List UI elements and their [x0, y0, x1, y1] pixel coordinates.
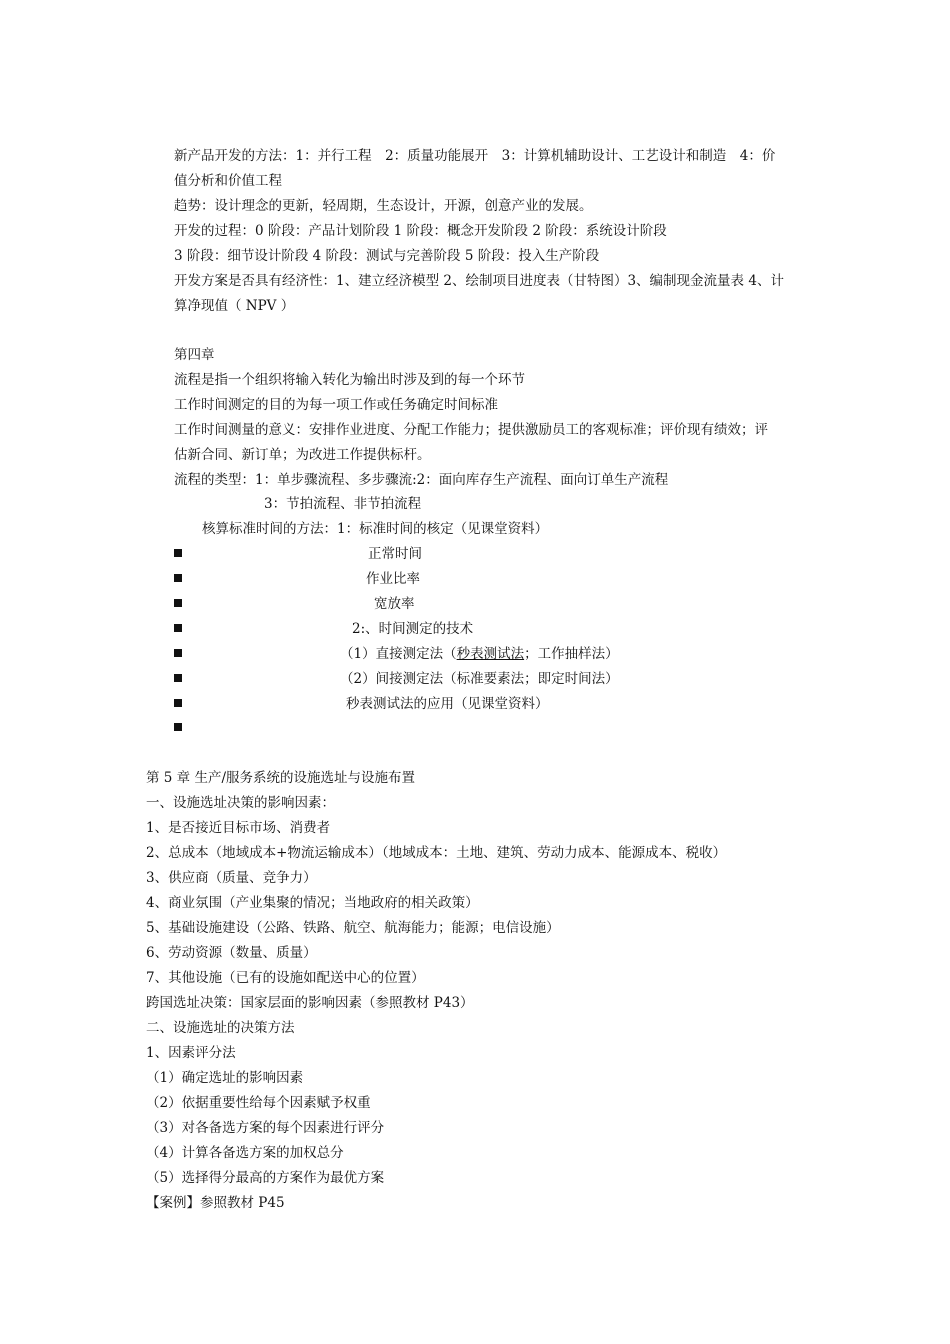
- text-time-purpose: 工作时间测定的目的为每一项工作或任务确定时间标准: [174, 397, 498, 413]
- step-1: （1）确定选址的影响因素: [146, 1070, 304, 1086]
- text-cross-border: 跨国选址决策：国家层面的影响因素（参照教材 P43）: [146, 995, 474, 1011]
- text-trend: 趋势：设计理念的更新，轻周期，生态设计，开源，创意产业的发展。: [174, 198, 593, 214]
- text-types-line1: 流程的类型：1：单步骤流程、多步骤流:2：面向库存生产流程、面向订单生产流程: [174, 472, 669, 488]
- bullet-text-indirect-method: （2）间接测定法（标准要素法；即定时间法）: [340, 671, 619, 687]
- text-process-def: 流程是指一个组织将输入转化为输出时涉及到的每一个环节: [174, 372, 525, 388]
- text-meaning-line1: 工作时间测量的意义：安排作业进度、分配工作能力；提供激励员工的客观标准；评价现有绩效；评: [174, 422, 768, 438]
- bullet-marker: [174, 723, 182, 731]
- factor-5: 5、基础设施建设（公路、铁路、航空、航海能力；能源；电信设施）: [146, 920, 560, 936]
- factor-1: 1、是否接近目标市场、消费者: [146, 820, 331, 836]
- direct-method-suffix: ；工作抽样法）: [524, 646, 619, 662]
- text-process-line2: 3 阶段：细节设计阶段 4 阶段：测试与完善阶段 5 阶段：投入生产阶段: [174, 248, 600, 264]
- bullet-marker: [174, 699, 182, 707]
- direct-method-prefix: （1）直接测定法（: [340, 646, 457, 662]
- step-3: （3）对各备选方案的每个因素进行评分: [146, 1120, 385, 1136]
- stopwatch-method-underlined: 秒表测试法: [456, 646, 525, 662]
- factor-6: 6、劳动资源（数量、质量）: [146, 945, 317, 961]
- chapter5-heading-1: 一、设施选址决策的影响因素：: [146, 795, 335, 811]
- factor-7: 7、其他设施（已有的设施如配送中心的位置）: [146, 970, 425, 986]
- factor-4: 4、商业氛围（产业集聚的情况；当地政府的相关政策）: [146, 895, 479, 911]
- text-econ-line1: 开发方案是否具有经济性：1、建立经济模型 2、绘制项目进度表（甘特图）3、编制现金流量表 4、计: [174, 273, 784, 289]
- text-types-line2: 3：节拍流程、非节拍流程: [264, 496, 422, 512]
- bullet-text-direct-method: [340, 645, 619, 663]
- bullet-text-work-ratio: 作业比率: [366, 571, 420, 587]
- chapter5-title: 第 5 章 生产/服务系统的设施选址与设施布置: [146, 770, 416, 786]
- text-meaning-line2: 估新合同、新订单；为改进工作提供标杆。: [174, 447, 431, 463]
- bullet-marker: [174, 649, 182, 657]
- bullet-text-stopwatch-app: 秒表测试法的应用（见课堂资料）: [346, 696, 549, 712]
- step-2: （2）依据重要性给每个因素赋予权重: [146, 1095, 371, 1111]
- method-1: 1、因素评分法: [146, 1045, 236, 1061]
- bullet-marker: [174, 674, 182, 682]
- chapter4-title: 第四章: [174, 347, 215, 363]
- bullet-text-time-tech: 2:、时间测定的技术: [352, 621, 474, 637]
- step-4: （4）计算各备选方案的加权总分: [146, 1145, 344, 1161]
- text-methods-line2: 值分析和价值工程: [174, 173, 282, 189]
- step-5: （5）选择得分最高的方案作为最优方案: [146, 1170, 385, 1186]
- text-std-time: 核算标准时间的方法：1：标准时间的核定（见课堂资料）: [202, 521, 549, 537]
- text-process-line1: 开发的过程：0 阶段：产品计划阶段 1 阶段：概念开发阶段 2 阶段：系统设计阶段: [174, 223, 667, 239]
- bullet-marker: [174, 599, 182, 607]
- bullet-text-allowance: 宽放率: [374, 596, 415, 612]
- bullet-marker: [174, 574, 182, 582]
- bullet-marker: [174, 624, 182, 632]
- text-econ-line2: 算净现值（ NPV ）: [174, 298, 295, 314]
- text-methods-line1: 新产品开发的方法：1：并行工程 2：质量功能展开 3：计算机辅助设计、工艺设计和制造 4：价: [174, 148, 776, 164]
- bullet-marker: [174, 549, 182, 557]
- chapter5-heading-2: 二、设施选址的决策方法: [146, 1020, 295, 1036]
- factor-3: 3、供应商（质量、竞争力）: [146, 870, 317, 886]
- factor-2: 2、总成本（地域成本+物流运输成本）（地域成本：土地、建筑、劳动力成本、能源成本、税收）: [146, 845, 727, 861]
- bullet-text-normal-time: 正常时间: [368, 546, 422, 562]
- text-case: 【案例】参照教材 P45: [146, 1195, 285, 1211]
